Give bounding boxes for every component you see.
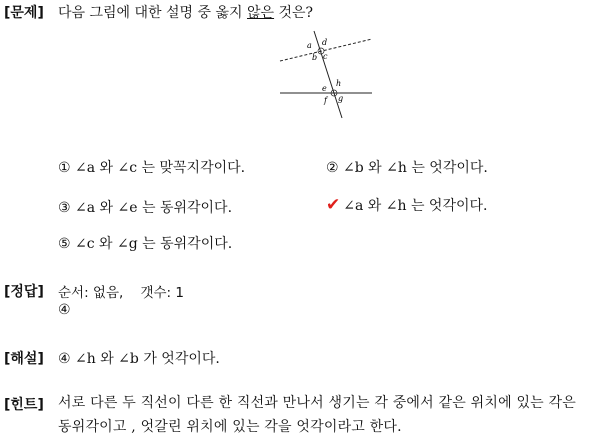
label-f: f	[324, 96, 327, 105]
option-3-text: ∠a 와 ∠e 는 동위각이다.	[75, 200, 233, 216]
question-pre: 다음 그림에 대한 설명 중 옳지	[58, 5, 247, 21]
question-underlined: 않은	[247, 5, 275, 21]
option-4[interactable]	[326, 195, 487, 215]
option-5-number: ⑤	[58, 236, 71, 252]
option-2-number: ②	[326, 160, 339, 176]
answer-count: 갯수: 1	[140, 285, 184, 301]
option-5[interactable]	[58, 233, 232, 253]
option-3[interactable]	[58, 197, 232, 217]
label-c: c	[323, 52, 328, 61]
label-e: e	[322, 84, 327, 93]
question-post: 것은?	[274, 5, 314, 21]
transversal-line	[314, 31, 342, 118]
label-b: b	[312, 53, 318, 62]
hint-tag: [힌트]	[4, 397, 44, 413]
label-a: a	[307, 41, 312, 50]
question-text	[58, 2, 313, 22]
answer-value: ④	[58, 302, 71, 318]
problem-tag: [문제]	[4, 5, 44, 21]
check-icon: ✔	[326, 195, 341, 215]
answer-order: 순서: 없음,	[58, 285, 124, 301]
label-g: g	[338, 94, 344, 103]
option-1-number: ①	[58, 160, 71, 176]
label-h: h	[336, 79, 342, 88]
option-2-text: ∠b 와 ∠h 는 엇각이다.	[343, 160, 488, 176]
option-2[interactable]	[326, 157, 488, 177]
explanation-tag: [해설]	[4, 351, 44, 367]
option-4-text: ∠a 와 ∠h 는 엇각이다.	[343, 198, 488, 214]
option-3-number: ③	[58, 200, 71, 216]
option-5-text: ∠c 와 ∠g 는 동위각이다.	[75, 236, 233, 252]
hint-text: 서로 다른 두 직선이 다른 한 직선과 만나서 생기는 각 중에서 같은 위치에 있는 각은 동위각이고 , 엇갈린 위치에 있는 각을 엇각이라고 한다.	[58, 395, 576, 435]
answer-meta	[58, 281, 184, 301]
label-d: d	[322, 38, 328, 47]
explanation-text: ④ ∠h 와 ∠b 가 엇각이다.	[58, 351, 220, 367]
parallel-lines-figure	[276, 30, 376, 120]
option-1-text: ∠a 와 ∠c 는 맞꼭지각이다.	[75, 160, 246, 176]
answer-tag: [정답]	[4, 284, 44, 300]
option-1[interactable]	[58, 157, 245, 177]
